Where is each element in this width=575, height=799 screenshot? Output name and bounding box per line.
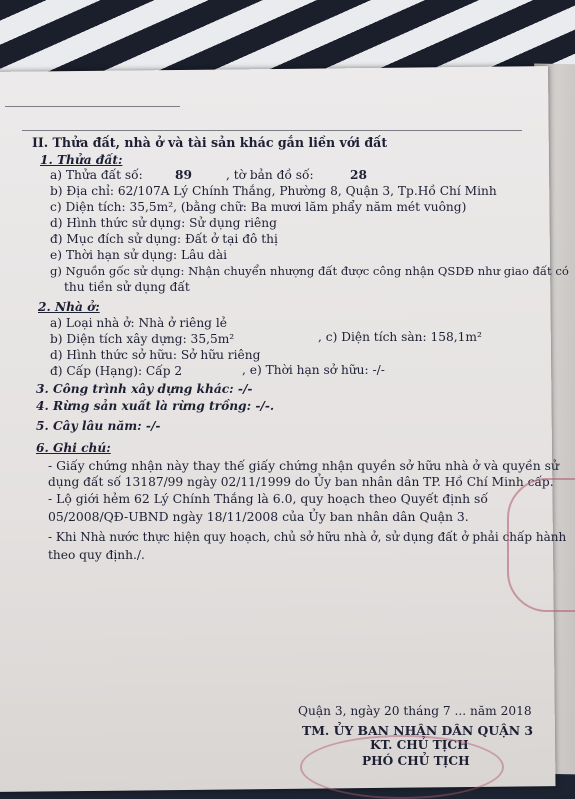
land-use-form: d) Hình thức sử dụng: Sử dụng riêng — [50, 216, 277, 230]
land-use-term: e) Thời hạn sử dụng: Lâu dài — [50, 248, 228, 262]
house-grade: đ) Cấp (Hạng): Cấp 2 — [50, 364, 183, 378]
perennial-trees: 5. Cây lâu năm: -/- — [36, 419, 161, 433]
official-seal — [300, 735, 504, 799]
house-build-area: b) Diện tích xây dựng: 35,5m² — [50, 332, 235, 346]
land-use-purpose: đ) Mục đích sử dụng: Đất ở tại đô thị — [50, 232, 278, 246]
land-origin: g) Nguồn gốc sử dụng: Nhận chuyển nhượng đất được công nhận QSDĐ như giao đất có — [50, 264, 569, 278]
production-forest: 4. Rừng sản xuất là rừng trồng: -/-. — [36, 399, 275, 413]
land-area: c) Diện tích: 35,5m², (bằng chữ: Ba mươi lăm phẩy năm mét vuông) — [50, 200, 467, 214]
signer-role: KT. CHỦ TỊCH — [370, 738, 469, 752]
land-parcel-value: 89 — [175, 168, 192, 182]
signer-title: PHÓ CHỦ TỊCH — [362, 754, 470, 768]
house-ownership-term: , e) Thời hạn sở hữu: -/- — [242, 363, 385, 377]
house-ownership-form: d) Hình thức sở hữu: Sở hữu riêng — [50, 348, 261, 362]
section-title: II. Thửa đất, nhà ở và tài sản khác gắn liền với đất — [32, 135, 388, 150]
house-heading: 2. Nhà ở: — [38, 300, 100, 314]
note-line: - Lộ giới hẻm 62 Lý Chính Thắng là 6.0, quy hoạch theo Quyết định số — [48, 491, 488, 506]
header-rule — [22, 130, 522, 131]
note-line: dụng đất số 13187/99 ngày 02/11/1999 do Ủy ban nhân dân TP. Hồ Chí Minh cấp. — [48, 475, 554, 489]
top-rule — [5, 106, 180, 107]
land-parcel-label: a) Thửa đất số: — [50, 168, 143, 182]
issuing-authority: TM. ỦY BAN NHÂN DÂN QUẬN 3 — [302, 723, 534, 738]
house-type: a) Loại nhà ở: Nhà ở riêng lẻ — [50, 316, 227, 330]
land-origin-cont: thu tiền sử dụng đất — [64, 280, 190, 294]
note-line: theo quy định./. — [48, 548, 145, 562]
note-line: 05/2008/QĐ-UBND ngày 18/11/2008 của Ủy ban nhân dân Quận 3. — [48, 509, 469, 524]
note-line: - Khi Nhà nước thực hiện quy hoạch, chủ sở hữu nhà ở, sử dụng đất ở phải chấp hành — [48, 530, 567, 544]
land-heading: 1. Thửa đất: — [40, 153, 123, 167]
note-line: - Giấy chứng nhận này thay thế giấy chứng nhận quyền sở hữu nhà ở và quyền sử — [48, 458, 559, 473]
land-map-value: 28 — [350, 168, 367, 182]
land-address: b) Địa chỉ: 62/107A Lý Chính Thắng, Phường 8, Quận 3, Tp.Hồ Chí Minh — [50, 184, 497, 198]
notes-heading: 6. Ghi chú: — [36, 441, 111, 455]
land-map-label: , tờ bản đồ số: — [226, 168, 314, 182]
side-seal — [507, 478, 575, 612]
house-floor-area: , c) Diện tích sàn: 158,1m² — [318, 330, 482, 344]
other-construction: 3. Công trình xây dựng khác: -/- — [36, 382, 253, 396]
signing-date: Quận 3, ngày 20 tháng 7 ... năm 2018 — [298, 704, 532, 718]
